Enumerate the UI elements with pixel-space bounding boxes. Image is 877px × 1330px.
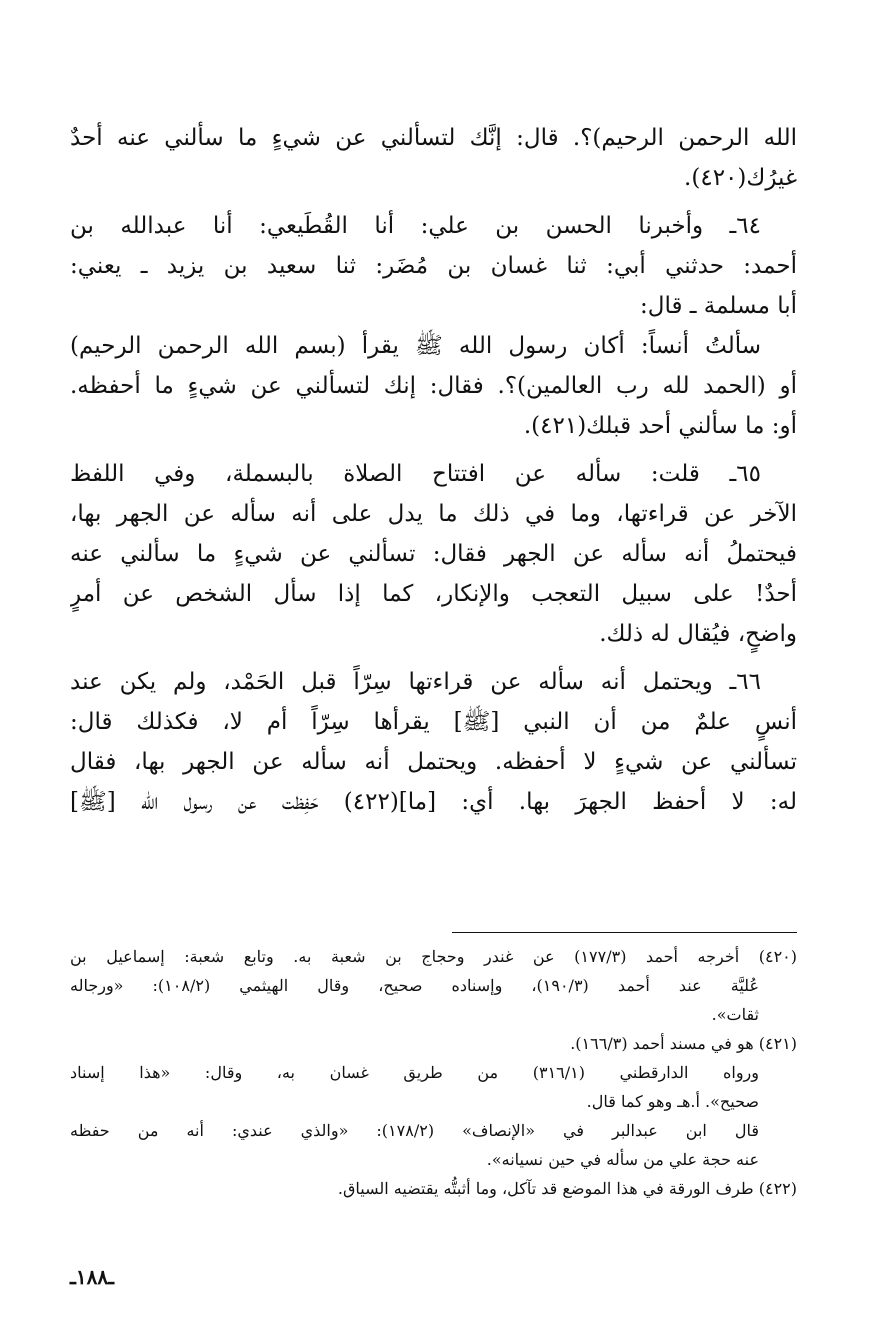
text-line: أحدٌ! على سبيل التعجب والإنكار، كما إذا سأل الشخص عن أمرٍ: [70, 581, 797, 607]
footnotes: [70, 942, 797, 1203]
text-line: ٦٥ـ قلت: سأله عن افتتاح الصلاة بالبسملة، وفي اللفظ: [70, 461, 761, 487]
text-line: أو (الحمد لله رب العالمين)؟. فقال: إنك لتسألني عن شيءٍ ما أحفظه.: [70, 373, 797, 399]
footnote-separator: [452, 932, 797, 933]
text-line: غيرُك(٤٢٠).: [684, 165, 797, 191]
text-line: أحمد: حدثني أبي: ثنا غسان بن مُضَر: ثنا سعيد بن يزيد ـ يعني:: [70, 253, 797, 279]
text-line: تسألني عن شيءٍ لا أحفظه. ويحتمل أنه سأله عن الجهر بها، فقال: [70, 749, 797, 775]
footnote-line: قال ابن عبدالبر في «الإنصاف» (١٧٨/٢): «والذي عندي: أنه من حفظه: [70, 1121, 759, 1140]
page-number: ـ١٨٨ـ: [70, 1265, 114, 1289]
footnote-line: (٤٢١) هو في مسند أحمد (١٦٦/٣).: [570, 1034, 797, 1053]
text-line: الله الرحمن الرحيم)؟. قال: إنَّك لتسألني عن شيءٍ ما سألني عنه أحدٌ: [70, 125, 797, 151]
main-text: [70, 118, 797, 822]
text-line: ٦٤ـ وأخبرنا الحسن بن علي: أنا القُطَيعي: أنا عبدالله بن: [70, 213, 761, 239]
text-line: له: لا أحفظ الجهرَ بها. أي: [ما](٤٢٢) حَفِظت عن رسول الله [ﷺ]: [70, 789, 797, 815]
text-line: فيحتملُ أنه سأله عن الجهر فقال: تسألني عن شيءٍ ما سألني عنه: [70, 541, 797, 567]
footnote-line: ثقات».: [711, 1005, 759, 1024]
footnote-line: صحيح». أ.هـ وهو كما قال.: [586, 1092, 759, 1111]
footnote-line: ورواه الدارقطني (٣١٦/١) من طريق غسان به، وقال: «هذا إسناد: [70, 1063, 759, 1082]
text-line: الآخر عن قراءتها، وما في ذلك ما يدل على أنه سأله عن الجهر بها،: [70, 501, 797, 527]
footnote-line: عنه حجة علي من سأله في حين نسيانه».: [486, 1150, 759, 1169]
text-line: واضحٍ، فيُقال له ذلك.: [599, 621, 797, 647]
footnote-line: (٤٢٢) طرف الورقة في هذا الموضع قد تآكل، وما أثبتُّه يقتضيه السياق.: [337, 1179, 797, 1198]
text-line: سألتُ أنساً: أكان رسول الله ﷺ يقرأ (بسم الله الرحمن الرحيم): [70, 333, 761, 359]
text-line: ٦٦ـ ويحتمل أنه سأله عن قراءتها سِرّاً قبل الحَمْد، ولم يكن عند: [70, 669, 761, 695]
footnote-line: (٤٢٠) أخرجه أحمد (١٧٧/٣) عن غندر وحجاج بن شعبة به. وتابع شعبة: إسماعيل بن: [70, 947, 797, 966]
footnote-line: عُليَّة عند أحمد (١٩٠/٣)، وإسناده صحيح، وقال الهيثمي (١٠٨/٢): «ورجاله: [70, 976, 759, 995]
text-line: أنسٍ علمٌ من أن النبي [ﷺ] يقرأها سِرّاً أم لا، فكذلك قال:: [70, 709, 797, 735]
text-line: أبا مسلمة ـ قال:: [639, 293, 797, 319]
text-line: أو: ما سألني أحد قبلك(٤٢١).: [523, 413, 797, 439]
